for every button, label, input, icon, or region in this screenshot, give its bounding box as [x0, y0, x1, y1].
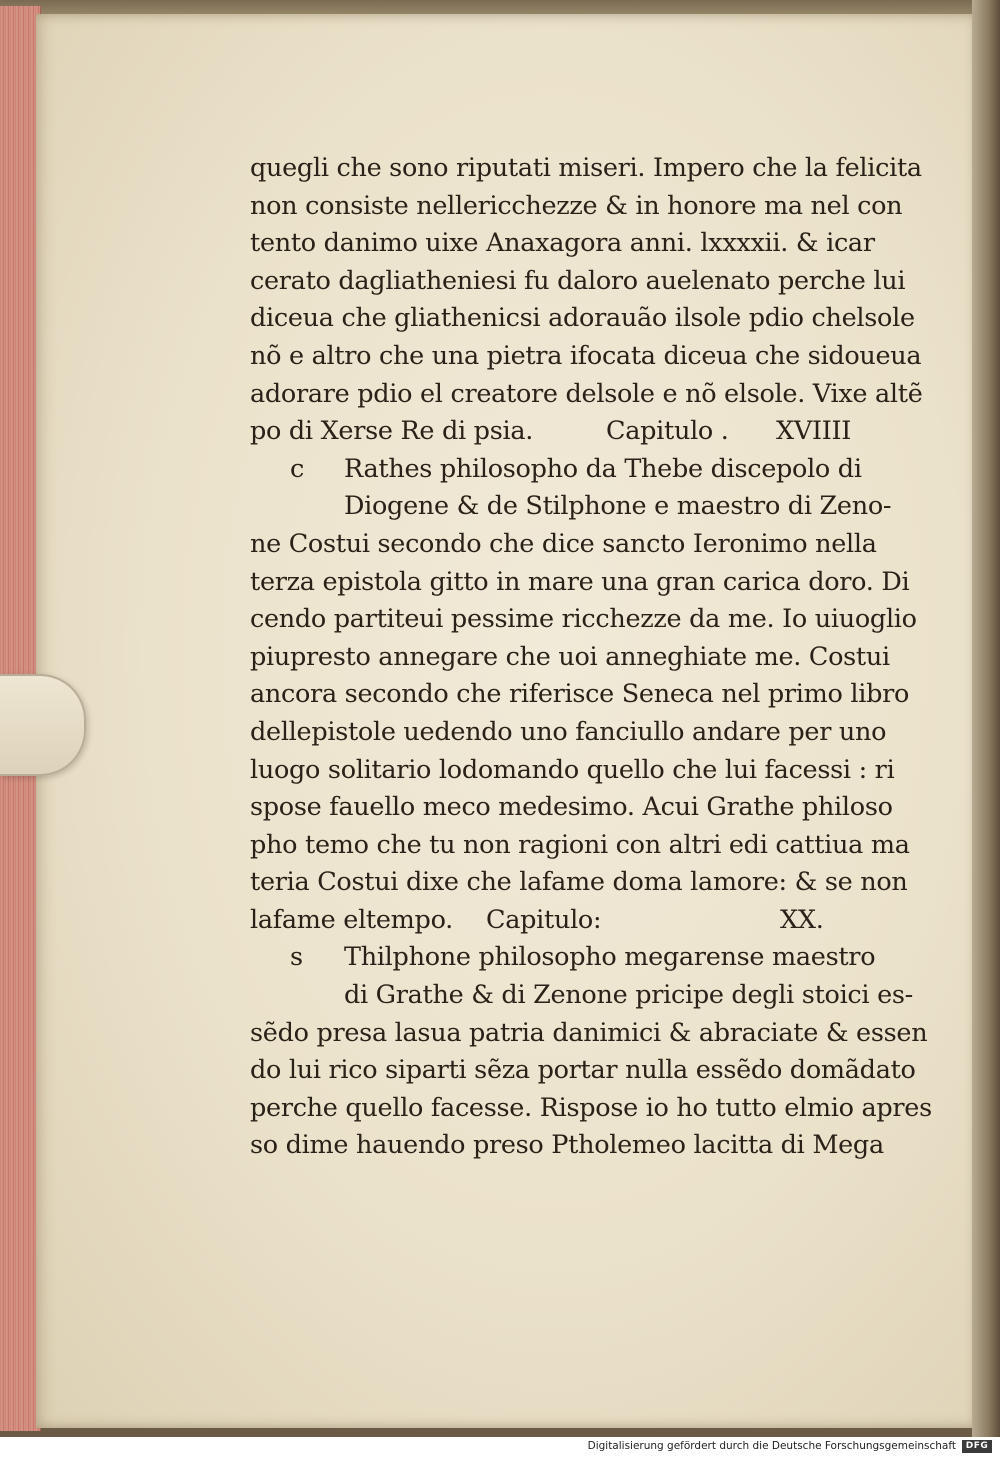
chapter-label: Capitulo: [486, 904, 602, 935]
chapter-label: Capitulo . [606, 416, 729, 447]
text-line: lafame eltempo. [250, 904, 453, 935]
text-line: do lui rico siparti sẽza portar nulla essẽdo domãdato [250, 1055, 916, 1086]
text-line: nõ e altro che una pietra ifocata diceua che sidoueua [250, 340, 922, 371]
initial-guide-letter: c [290, 453, 304, 484]
chapter-heading-line [250, 902, 890, 940]
book-page [36, 14, 978, 1428]
digitization-footer [0, 1437, 1000, 1457]
text-line: perche quello facesse. Rispose io ho tutto elmio apres [250, 1092, 932, 1123]
dfg-logo: DFG [962, 1440, 992, 1453]
text-line: ne Costui secondo che dice sancto Ieronimo nella [250, 528, 877, 559]
book-cover-right [972, 0, 1000, 1437]
text-line: piupresto annegare che uoi anneghiate me. Costui [250, 641, 890, 672]
text-line: spose fauello meco medesimo. Acui Grathe philoso [250, 792, 893, 823]
text-line: dellepistole uedendo uno fanciullo andare per uno [250, 716, 887, 747]
section-first-line [250, 939, 890, 977]
text-line: di Grathe & di Zenone pricipe degli stoici es- [344, 980, 913, 1011]
text-line: cerato dagliatheniesi fu daloro auelenato perche lui [250, 265, 906, 296]
text-line: sẽdo presa lasua patria danimici & abraciate & essen [250, 1017, 928, 1048]
text-line: quegli che sono riputati miseri. Impero che la felicita [250, 153, 922, 183]
section-first-line [250, 451, 890, 489]
initial-guide-letter: s [290, 942, 303, 973]
chapter-heading-line [250, 413, 890, 451]
text-line: Diogene & de Stilphone e maestro di Zeno- [344, 491, 892, 522]
chapter-number: XVIIII [776, 416, 852, 447]
page-clip-tab [0, 674, 86, 776]
text-line: diceua che gliathenicsi adorauão ilsole pdio chelsole [250, 303, 915, 334]
text-line: terza epistola gitto in mare una gran carica doro. Di [250, 566, 910, 597]
text-line: teria Costui dixe che lafame doma lamore: & se non [250, 867, 908, 898]
text-line: Rathes philosopho da Thebe discepolo di [344, 453, 862, 484]
text-line: Thilphone philosopho megarense maestro [344, 942, 876, 973]
text-line: tento danimo uixe Anaxagora anni. lxxxxii. & icar [250, 228, 875, 259]
text-line: po di Xerse Re di psia. [250, 416, 534, 447]
text-line: so dime hauendo preso Ptholemeo lacitta di Mega [250, 1130, 884, 1161]
chapter-number: XX. [780, 904, 824, 935]
text-line: non consiste nellericchezze & in honore ma nel con [250, 190, 903, 221]
page-text-block [250, 150, 932, 1165]
text-line: ancora secondo che riferisce Seneca nel primo libro [250, 679, 910, 710]
text-line: adorare pdio el creatore delsole e nõ elsole. Vixe altẽ [250, 378, 923, 409]
text-line: pho temo che tu non ragioni con altri edi cattiua ma [250, 829, 910, 860]
text-line: luogo solitario lodomando quello che lui facessi : ri [250, 754, 895, 785]
footer-credit: Digitalisierung gefördert durch die Deutsche Forschungsgemeinschaft [587, 1440, 956, 1452]
text-line: cendo partiteui pessime ricchezze da me. Io uiuoglio [250, 604, 917, 635]
